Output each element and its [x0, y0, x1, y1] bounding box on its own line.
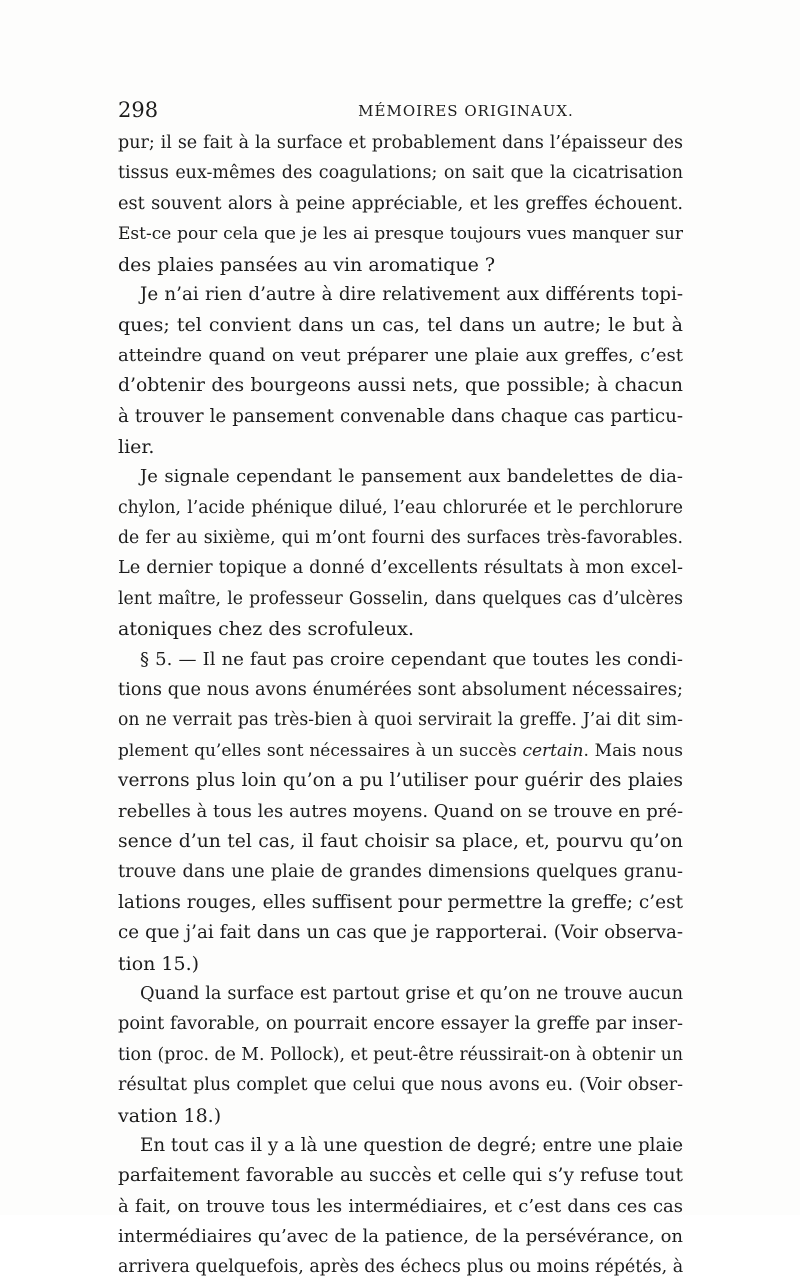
- text-line: des plaies pansées au vin aromatique ?: [118, 253, 496, 276]
- text-line: atoniques chez des scrofuleux.: [118, 618, 415, 641]
- page-number: 298: [118, 98, 159, 122]
- text-line: parfaitement favorable au succès et celle qui s’y refuse tout: [118, 1165, 683, 1187]
- text-line: pur; il se fait à la surface et probablement dans l’épaisseur des: [118, 133, 683, 153]
- text-line: tion 15.): [118, 952, 200, 975]
- emphasis-text: certain: [522, 740, 584, 761]
- text-line: ques; tel convient dans un cas, tel dans un autre; le but à: [118, 314, 683, 337]
- text-line: lent maître, le professeur Gosselin, dans quelques cas d’ulcères: [118, 588, 683, 609]
- text-line: arrivera quelquefois, après des échecs plus ou moins répétés, à: [118, 1257, 684, 1278]
- section-title: MÉMOIRES ORIGINAUX.: [358, 102, 574, 120]
- text-line: chylon, l’acide phénique dilué, l’eau chlorurée et le perchlorure: [118, 497, 683, 518]
- text-line: verrons plus loin qu’on a pu l’utiliser pour guérir des plaies: [118, 770, 683, 792]
- text-line: rebelles à tous les autres moyens. Quand on se trouve en pré-: [118, 800, 684, 822]
- text-line: trouve dans une plaie de grandes dimensions quelques granu-: [118, 862, 683, 883]
- text-line: En tout cas il y a là une question de degré; entre une plaie: [140, 1134, 683, 1156]
- text-line: résultat plus complet que celui que nous avons eu. (Voir obser-: [118, 1075, 683, 1096]
- text-line: intermédiaires qu’avec de la patience, de la persévérance, on: [118, 1226, 683, 1248]
- text-line: de fer au sixième, qui m’ont fourni des surfaces très-favorables.: [118, 528, 683, 549]
- text-line: Je n’ai rien d’autre à dire relativement aux différents topi-: [140, 283, 683, 305]
- text-line: vation 18.): [118, 1104, 222, 1127]
- text-line: tissus eux-mêmes des coagulations; on sait que la cicatrisation: [118, 163, 683, 184]
- body-text: [118, 128, 683, 1283]
- text-line: lations rouges, elles suffisent pour permettre la greffe; c’est: [118, 891, 683, 913]
- text-line: lier.: [118, 435, 155, 458]
- text-line: Est-ce pour cela que je les ai presque toujours vues manquer sur: [118, 224, 683, 245]
- text-line: atteindre quand on veut préparer une plaie aux greffes, c’est: [118, 344, 683, 366]
- text-segment: . Mais nous: [583, 740, 683, 761]
- text-line: tions que nous avons énumérées sont absolument nécessaires;: [118, 680, 683, 701]
- text-line: § 5. — Il ne faut pas croire cependant que toutes les condi-: [140, 648, 683, 670]
- text-line: Je signale cependant le pansement aux bandelettes de dia-: [140, 466, 683, 488]
- text-line: ce que j’ai fait dans un cas que je rapporterai. (Voir observa-: [118, 922, 683, 944]
- text-line: point favorable, on pourrait encore essayer la greffe par inser-: [118, 1014, 683, 1035]
- running-head: [118, 96, 683, 124]
- text-line-with-emphasis: [118, 736, 683, 766]
- text-line: d’obtenir des bourgeons aussi nets, que possible; à chacun: [118, 375, 683, 397]
- text-line: est souvent alors à peine appréciable, et les greffes échouent.: [118, 193, 683, 214]
- text-line: à fait, on trouve tous les intermédiaires, et c’est dans ces cas: [118, 1195, 683, 1217]
- text-line: tion (proc. de M. Pollock), et peut-être réussirait-on à obtenir un: [118, 1044, 683, 1065]
- text-line: Quand la surface est partout grise et qu’on ne trouve aucun: [140, 983, 683, 1004]
- text-line: à trouver le pansement convenable dans chaque cas particu-: [118, 405, 683, 427]
- text-line: sence d’un tel cas, il faut choisir sa place, et, pourvu qu’on: [118, 830, 683, 852]
- text-line: Le dernier topique a donné d’excellents résultats à mon excel-: [118, 558, 683, 579]
- text-line: on ne verrait pas très-bien à quoi servirait la greffe. J’ai dit sim-: [118, 710, 683, 731]
- text-segment: plement qu’elles sont nécessaires à un succès: [118, 740, 517, 761]
